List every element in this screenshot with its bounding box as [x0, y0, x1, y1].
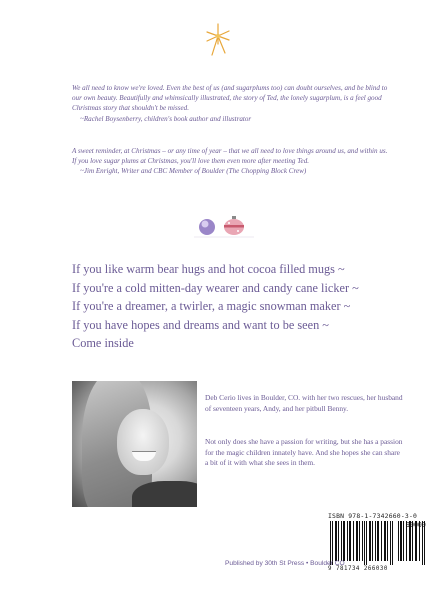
author-bio-paragraph-1: Deb Cerio lives in Boulder, CO. with her two rescues, her husband of seventeen years, Andy, and her pitbull Benny. — [205, 393, 403, 413]
poem-line: If you're a cold mitten-day wearer and candy cane licker ~ — [72, 280, 359, 295]
review-attribution: ~Rachel Boysenberry, children's book author and illustrator — [80, 114, 252, 123]
barcode-number: 9 781734 266030 — [328, 566, 388, 572]
review-text: We all need to know we're loved. Even the best of us (and sugarplums too) can doubt ourselves, and be blind to our own beauty. Beautifully and whimsically illustrated, the story of Ted, the lonely sugarplum, is a feel good Christmas story that shouldn't be missed. — [72, 84, 388, 113]
review-blurb-2 — [72, 146, 392, 177]
review-attribution: ~Jim Enright, Writer and CBC Member of Boulder (The Chopping Block Crew) — [80, 167, 307, 176]
poem-line: Come inside — [72, 336, 134, 351]
barcode-icon — [328, 521, 428, 565]
poem — [72, 260, 428, 353]
poem-line: If you have hopes and dreams and want to be seen ~ — [72, 317, 329, 332]
poem-line: If you're a dreamer, a twirler, a magic snowman maker ~ — [72, 299, 351, 314]
poem-line: If you like warm bear hugs and hot cocoa filled mugs ~ — [72, 262, 345, 276]
sugarplum-ornaments-illustration — [194, 210, 254, 240]
author-bio-paragraph-2: Not only does she have a passion for writing, but she has a passion for the magic children innately have. And she hopes she can share a bit of it with what she sees in them. — [205, 437, 403, 468]
review-text: A sweet reminder, at Christmas – or any time of year – that we all need to love things around us, and within us. If you love sugar plums at Christmas, you'll love them even more after meeting Ted. — [72, 147, 388, 166]
sparkle-star-icon — [203, 22, 233, 58]
author-photo — [72, 381, 197, 507]
review-blurb-1 — [72, 83, 392, 124]
isbn-barcode — [328, 512, 428, 572]
publisher-line: Published by 30th St Press • Boulder CO — [225, 560, 345, 567]
isbn-text: ISBN 978-1-7342660-3-0 — [328, 512, 418, 520]
